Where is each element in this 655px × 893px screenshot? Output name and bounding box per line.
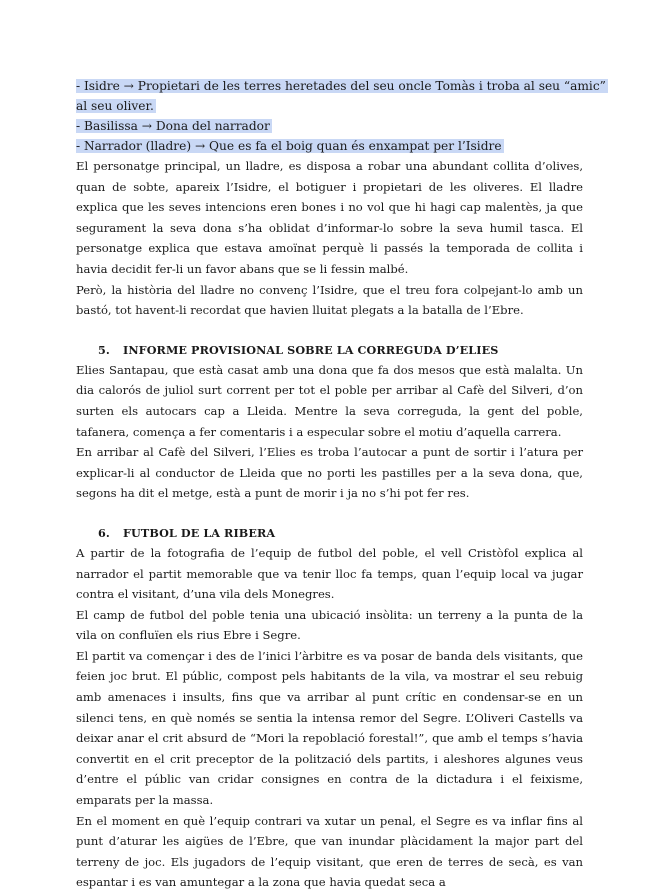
section5-paragraph: Elies Santapau, que està casat amb una dona que fa dos mesos que està malalta. Un dia calorós de juliol surt corrent per tot el poble per arribar al Cafè del Silveri, d’on surten els autocars cap a Lleida. Mentre la seva correguda, la gent del poble, tafanera, comença a fer comentaris i a especular sobre el motiu d’aquella carrera. [76,362,583,439]
document-page [76,76,606,893]
section-number: 5. [98,342,110,357]
character-line-isidre-cont: al seu oliver. [76,99,154,113]
section-heading-6 [76,523,583,543]
character-line-basilissa: - Basilissa → Dona del narrador [76,119,270,133]
character-list [76,76,606,156]
section6-paragraph: A partir de la fotografia de l’equip de futbol del poble, el vell Cristòfol explica al narrador el partit memorable que va tenir lloc fa temps, quan l’equip local va jugar contra el visitant, d’una vila dels Monegres. [76,545,583,602]
section-title: INFORME PROVISIONAL SOBRE LA CORREGUDA D’ELIES [123,342,499,357]
section6-paragraph: El camp de futbol del poble tenia una ubicació insòlita: un terreny a la punta de la vila on confluïen els rius Ebre i Segre. [76,607,583,643]
story4-paragraph: El personatge principal, un lladre, es disposa a robar una abundant collita d’olives, quan de sobte, apareix l’Isidre, el botiguer i propietari de les oliveres. El lladre explica que les seves intencions eren bones i no vol que hi hagi cap malentès, ja que segurament la seva dona s’ha oblidat d’informar-lo sobre la seva humil tasca. El personatge explica que estava amoïnat perquè li passés la temporada de collita i havia decidit fer-li un favor abans que se li fessin malbé. [76,159,583,276]
section-number: 6. [98,525,110,540]
section6-paragraph: En el moment en què l’equip contrari va xutar un penal, el Segre es va inflar fins al punt d’aturar les aigües de l’Ebre, que van inundar plàcidament la major part del terreny de joc. Els jugadors de l’equip visitant, que eren de terres de secà, es van espantar i es van amuntegar a la zona que havia quedat seca a [76,813,583,890]
story4-paragraph: Però, la història del lladre no convenç l’Isidre, que el treu fora colpejant-lo amb un bastó, tot havent-li recordat que havien lluitat plegats a la batalla de l’Ebre. [76,282,583,318]
character-line-narrador: - Narrador (lladre) → Que es fa el boig quan és enxampat per l’Isidre [76,139,502,153]
character-line-isidre: - Isidre → Propietari de les terres heretades del seu oncle Tomàs i troba al seu “amic” [76,79,606,93]
section-title: FUTBOL DE LA RIBERA [123,525,276,540]
section-heading-5 [76,340,583,360]
section5-paragraph: En arribar al Cafè del Silveri, l’Elies es troba l’autocar a punt de sortir i l’atura per explicar-li al conductor de Lleida que no porti les pastilles per a la seva dona, que, segons ha dit el metge, està a punt de morir i ja no s’hi pot fer res. [76,445,583,501]
section6-paragraph: El partit va començar i des de l’inici l’àrbitre es va posar de banda dels visitants, que feien joc brut. El públic, compost pels habitants de la vila, va mostrar el seu rebuig amb amenaces i insults, fins que va arribar al punt crític en condensar-se en un silenci tens, en què només se sentia la intensa remor del Segre. L’Oliveri Castells va deixar anar el crit absurd de “Mori la repoblació forestal!”, que amb el temps s’havia convertit en el crit preceptor de la polització dels partits, i aleshores algunes veus d’entre el públic van cridar consignes en contra de la dictadura i el feixisme, emparats per la massa. [76,648,583,808]
